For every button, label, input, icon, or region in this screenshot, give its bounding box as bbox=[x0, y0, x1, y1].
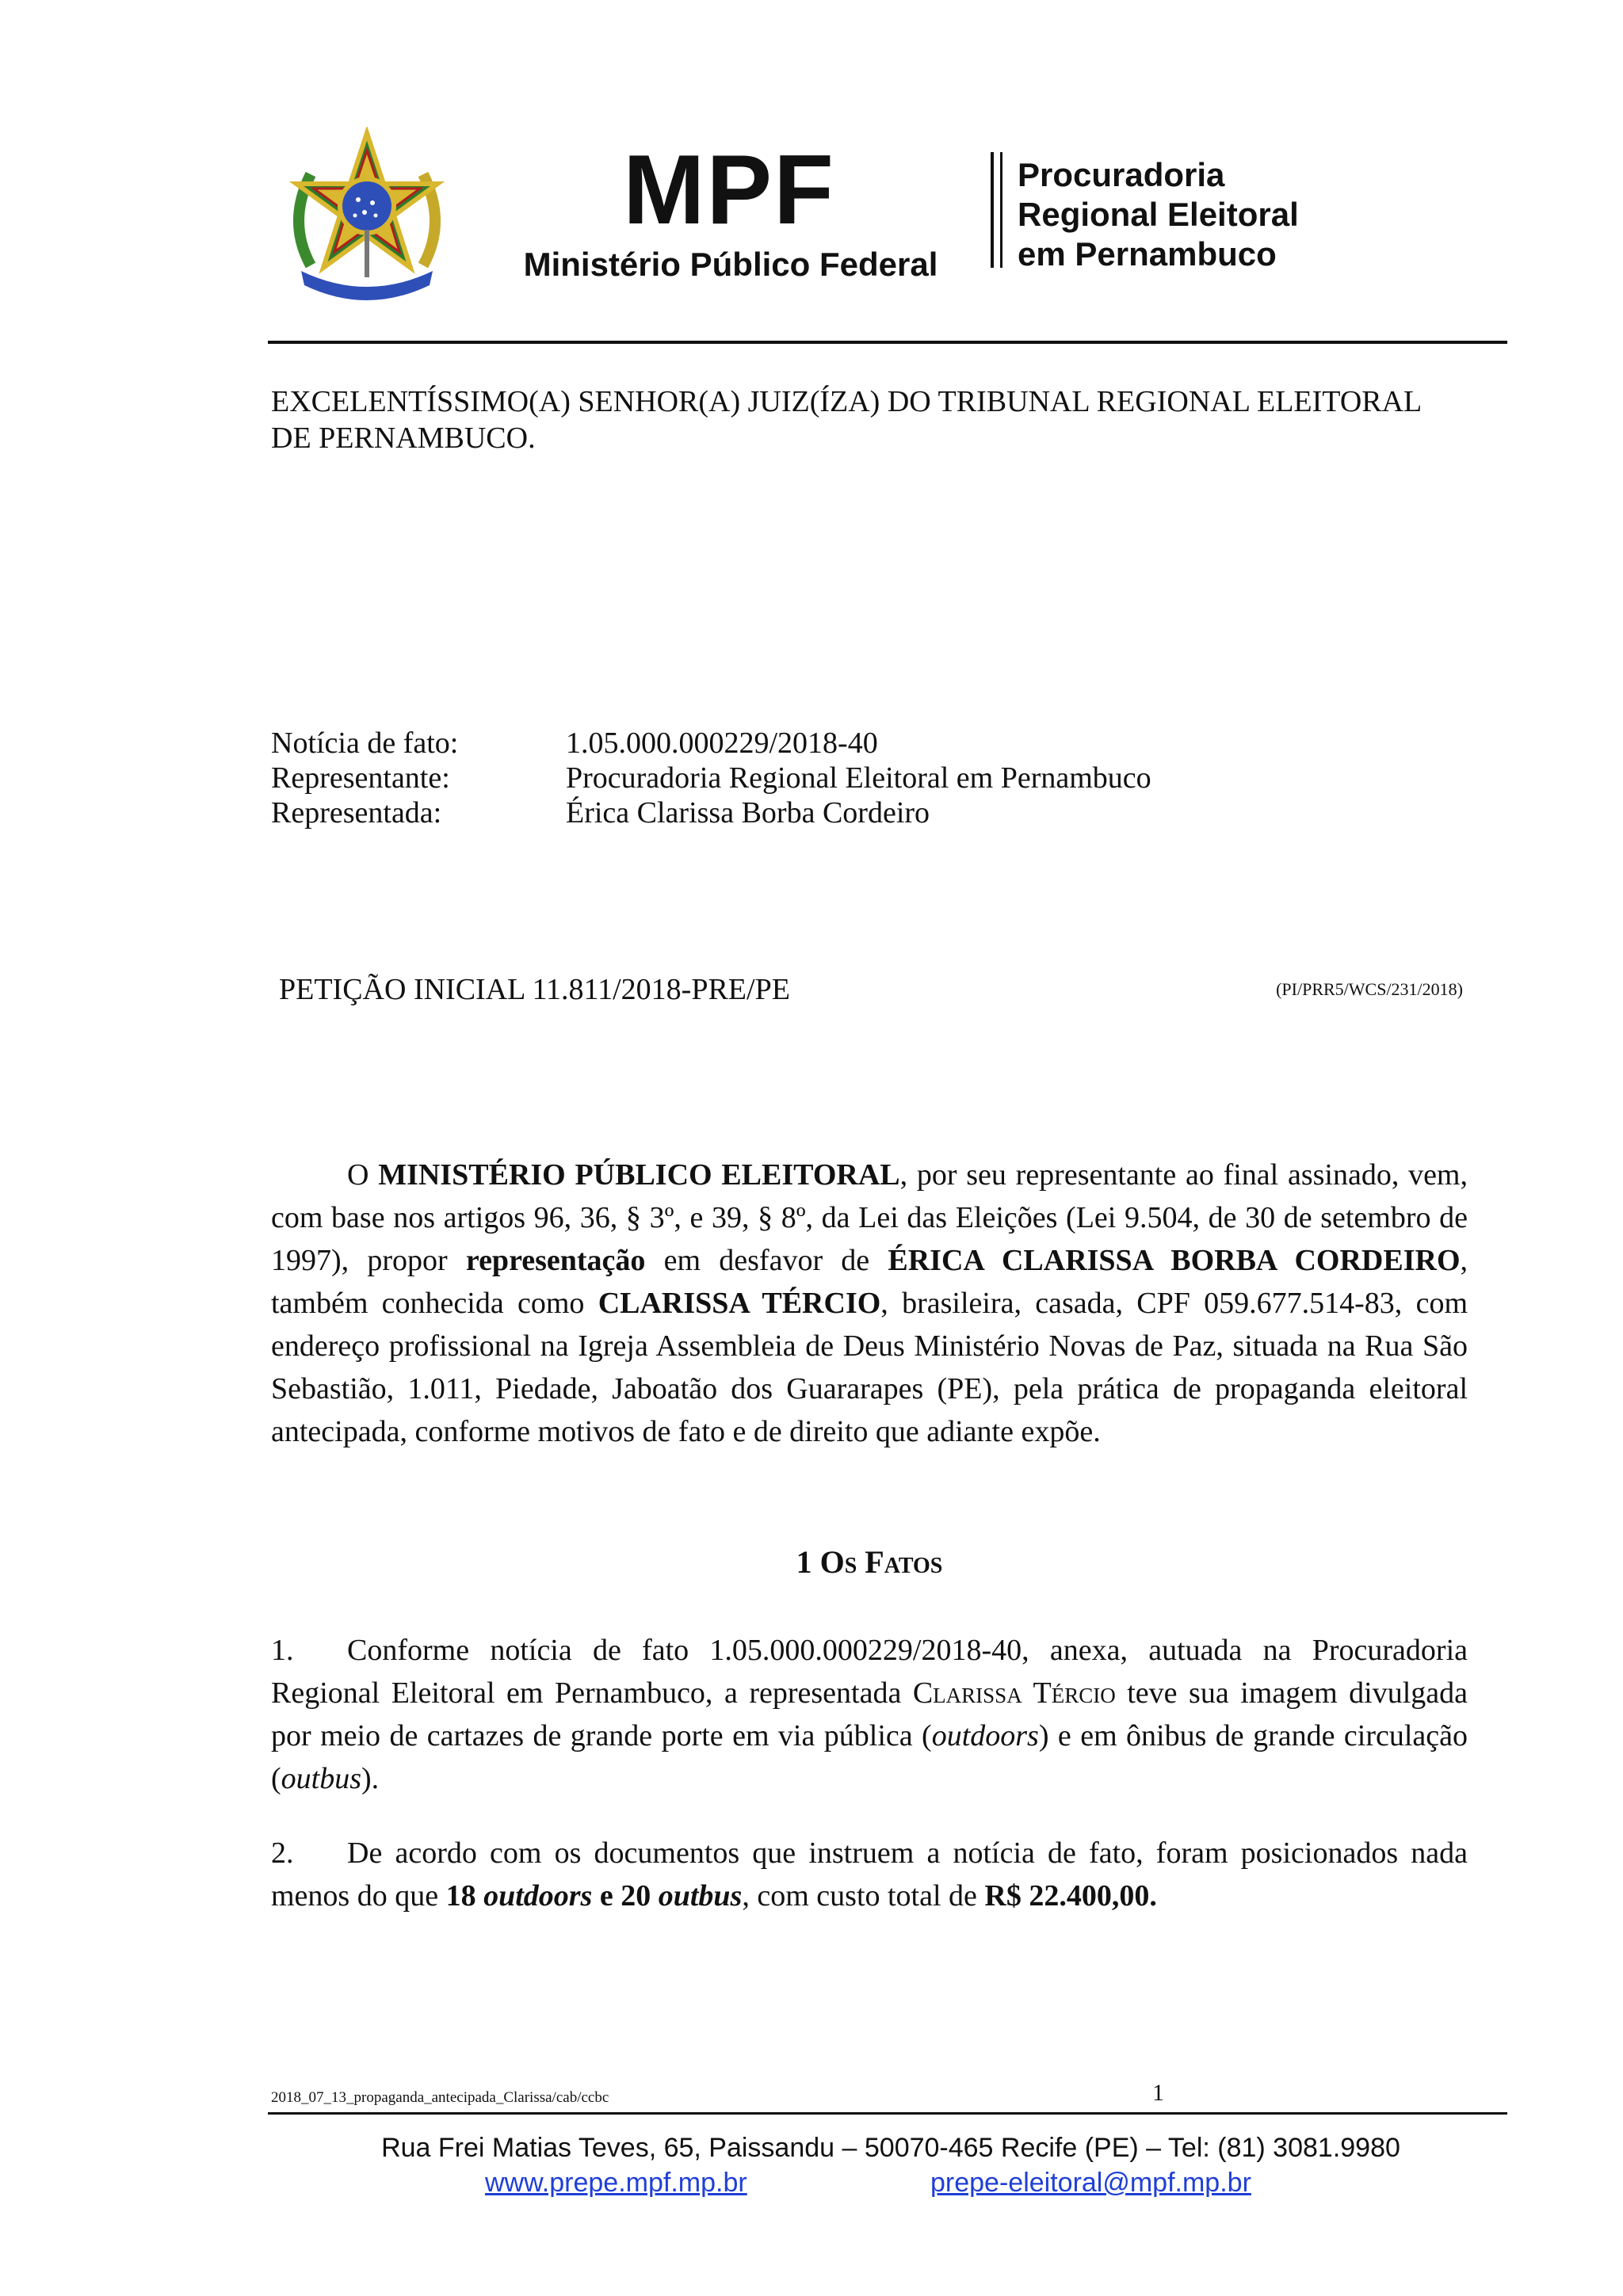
text-run: , por seu representante ao final assinado, vem, com base nos artigos 96, 36, § 3º, e 39, § 8º, da Lei das Eleições (Lei 9.504, de 30 de setembro de 1997), propor bbox=[271, 1158, 1468, 1277]
numbered-paragraph bbox=[271, 1832, 1468, 1917]
office-name-line: Regional Eleitoral bbox=[1018, 196, 1299, 233]
case-info-value: Érica Clarissa Borba Cordeiro bbox=[566, 796, 930, 830]
text-run: De acordo com os documentos que instruem a notícia de fato, foram posicionados nada menos do que bbox=[271, 1836, 1468, 1913]
mpf-logo: MPF bbox=[623, 135, 835, 245]
case-info-label: Notícia de fato: bbox=[271, 727, 459, 760]
case-info-label: Representante: bbox=[271, 761, 450, 795]
text-run-bold-italic: outbus bbox=[658, 1879, 743, 1913]
intro-paragraph bbox=[271, 1154, 1468, 1453]
numbered-paragraph bbox=[271, 1629, 1468, 1800]
brazil-coat-of-arms-icon bbox=[279, 127, 455, 303]
text-run-bold: e 20 bbox=[592, 1879, 659, 1913]
office-name-line: Procuradoria bbox=[1018, 156, 1225, 193]
office-name bbox=[1018, 155, 1299, 274]
text-run-bold: CLARISSA TÉRCIO bbox=[598, 1287, 881, 1320]
section-title: 1 Os Fatos bbox=[796, 1544, 943, 1580]
text-run-italic: outbus bbox=[281, 1762, 362, 1795]
petition-title: PETIÇÃO INICIAL 11.811/2018-PRE/PE bbox=[279, 973, 790, 1006]
page-number: 1 bbox=[1152, 2080, 1164, 2106]
logo-subtitle: Ministério Público Federal bbox=[523, 246, 938, 283]
text-run-bold: 18 bbox=[445, 1879, 484, 1913]
header-divider bbox=[1000, 152, 1002, 268]
text-run-italic: outdoors bbox=[931, 1719, 1039, 1753]
website-link[interactable]: www.prepe.mpf.mp.br bbox=[485, 2168, 747, 2198]
paragraph-number: 2. bbox=[271, 1836, 294, 1870]
header-rule bbox=[268, 341, 1507, 344]
addressee: EXCELENTÍSSIMO(A) SENHOR(A) JUIZ(ÍZA) DO TRIBUNAL REGIONAL ELEITORAL DE PERNAMBUCO. bbox=[271, 385, 1421, 455]
text-run-bold: representação bbox=[465, 1244, 646, 1277]
text-run-bold-italic: outdoors bbox=[483, 1879, 593, 1913]
text-run: O bbox=[347, 1158, 379, 1192]
footer-file-name: 2018_07_13_propaganda_antecipada_Clarissa/cab/ccbc bbox=[271, 2089, 609, 2106]
text-run-smallcaps: Clarissa Tércio bbox=[912, 1676, 1116, 1710]
text-run: , também conhecida como bbox=[271, 1244, 1468, 1320]
case-info-label: Representada: bbox=[271, 796, 442, 830]
text-run: , com custo total de bbox=[742, 1879, 985, 1913]
text-run: ). bbox=[361, 1762, 380, 1795]
email-link[interactable]: prepe-eleitoral@mpf.mp.br bbox=[930, 2168, 1251, 2198]
office-name-line: em Pernambuco bbox=[1018, 235, 1277, 273]
footer-address: Rua Frei Matias Teves, 65, Paissandu – 50070-465 Recife (PE) – Tel: (81) 3081.9980 bbox=[381, 2133, 1400, 2163]
text-run: , brasileira, casada, CPF 059.677.514-83, com endereço profissional na Igreja Assembleia de Deus Ministério Novas de Paz, situada na Rua São Sebastião, 1.011, Piedade, Jaboatão dos Guararapes (PE), pela prática de propaganda eleitoral antecipada, conforme motivos de fato e de direito que adiante expõe. bbox=[271, 1287, 1468, 1448]
header-divider bbox=[991, 152, 994, 268]
text-run-bold: R$ 22.400,00. bbox=[984, 1879, 1157, 1913]
text-run-bold: MINISTÉRIO PÚBLICO ELEITORAL bbox=[378, 1158, 900, 1192]
petition-code: (PI/PRR5/WCS/231/2018) bbox=[1276, 979, 1463, 999]
text-run-bold: ÉRICA CLARISSA BORBA CORDEIRO bbox=[888, 1244, 1461, 1277]
paragraph-number: 1. bbox=[271, 1634, 294, 1667]
text-run: Conforme notícia de fato 1.05.000.000229/2018-40, anexa, autuada na Procuradoria Regional Eleitoral em Pernambuco, a representada bbox=[271, 1634, 1468, 1710]
case-info-value: Procuradoria Regional Eleitoral em Pernambuco bbox=[566, 761, 1151, 795]
text-run: teve sua imagem divulgada por meio de cartazes de grande porte em via pública ( bbox=[271, 1676, 1468, 1753]
case-info-value: 1.05.000.000229/2018-40 bbox=[566, 727, 878, 760]
footer-rule bbox=[268, 2112, 1507, 2115]
text-run: ) e em ônibus de grande circulação ( bbox=[271, 1719, 1468, 1795]
text-run: em desfavor de bbox=[645, 1244, 888, 1277]
